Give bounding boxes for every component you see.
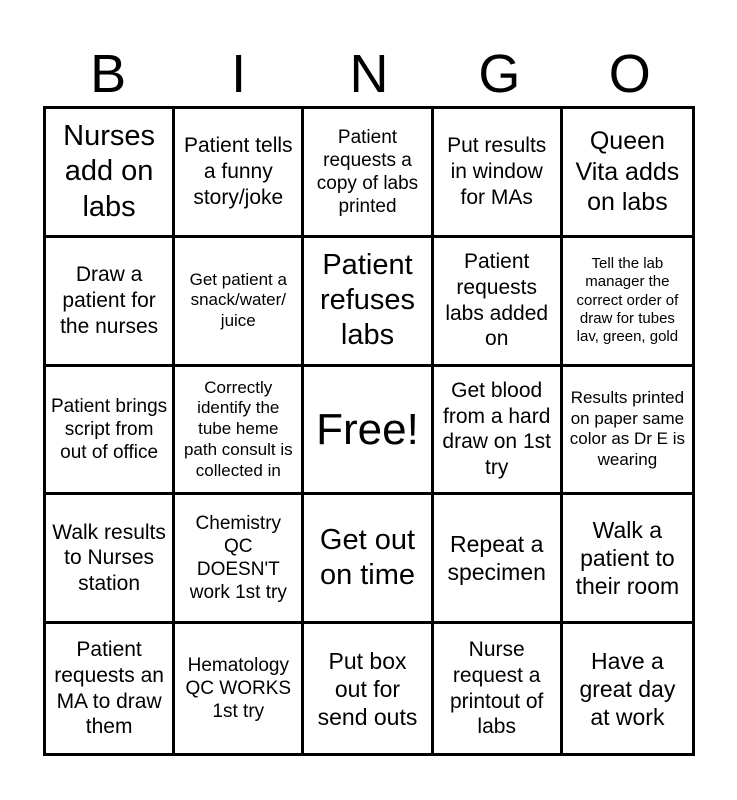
bingo-cell[interactable] [175, 367, 304, 496]
bingo-cell-text: Patient brings script from out of office [51, 395, 168, 464]
bingo-cell-text: Get out on time [319, 523, 416, 592]
bingo-cell[interactable] [563, 367, 692, 496]
bingo-header [43, 44, 695, 104]
bingo-cell-text: Patient requests labs added on [445, 250, 549, 351]
bingo-cell-text: Results printed on paper same color as Dr E is wearing [569, 388, 686, 470]
bingo-cell-text: Correctly identify the tube heme path consult is collected in [183, 377, 293, 480]
header-letter-i: I [231, 44, 247, 104]
bingo-cell[interactable] [46, 624, 175, 753]
bingo-cell[interactable] [175, 238, 304, 367]
bingo-cell[interactable] [304, 624, 433, 753]
bingo-cell-text: Walk results to Nurses station [52, 520, 166, 596]
free-space-label: Free! [316, 404, 419, 454]
bingo-cell-text: Patient requests a copy of labs printed [316, 126, 419, 218]
bingo-cell-text: Walk a patient to their room [575, 517, 680, 600]
bingo-cell[interactable] [46, 109, 175, 238]
bingo-cell[interactable] [46, 495, 175, 624]
bingo-cell[interactable] [175, 109, 304, 238]
bingo-cell[interactable] [434, 624, 563, 753]
bingo-cell[interactable] [46, 367, 175, 496]
bingo-cell[interactable] [434, 238, 563, 367]
bingo-cell-text: Get patient a snack/water/ juice [189, 269, 287, 331]
bingo-cell-text: Hematology QC WORKS 1st try [185, 654, 292, 723]
free-space-cell[interactable] [304, 367, 433, 496]
bingo-cell-text: Get blood from a hard draw on 1st try [442, 379, 551, 480]
bingo-cell-text: Repeat a specimen [447, 531, 546, 586]
bingo-cell-text: Have a great day at work [579, 647, 676, 730]
bingo-cell[interactable] [304, 495, 433, 624]
bingo-cell[interactable] [563, 495, 692, 624]
bingo-cell[interactable] [304, 238, 433, 367]
header-letter-b: B [90, 44, 127, 104]
bingo-cell[interactable] [434, 109, 563, 238]
bingo-cell-text: Queen Vita adds on labs [575, 127, 680, 217]
bingo-cell[interactable] [563, 238, 692, 367]
bingo-cell[interactable] [434, 495, 563, 624]
bingo-cell[interactable] [563, 624, 692, 753]
bingo-cell-text: Tell the lab manager the correct order of draw for tubes lav, green, gold [576, 254, 679, 346]
bingo-cell[interactable] [304, 109, 433, 238]
bingo-cell-text: Chemistry QC DOESN'T work 1st try [189, 512, 287, 604]
bingo-cell-text: Nurses add on labs [63, 119, 156, 223]
header-letter-n: N [349, 44, 389, 104]
bingo-cell-text: Put box out for send outs [317, 647, 418, 730]
bingo-cell-text: Put results in window for MAs [447, 134, 547, 209]
bingo-cell[interactable] [563, 109, 692, 238]
header-letter-g: G [478, 44, 521, 104]
bingo-cell-text: Nurse request a printout of labs [449, 638, 544, 739]
bingo-cell-text: Patient refuses labs [319, 248, 416, 352]
bingo-cell-text: Patient tells a funny story/joke [184, 134, 293, 209]
bingo-cell-text: Patient requests an MA to draw them [54, 638, 164, 739]
bingo-cell[interactable] [434, 367, 563, 496]
bingo-cell[interactable] [46, 238, 175, 367]
bingo-cell[interactable] [175, 495, 304, 624]
header-letter-o: O [608, 44, 651, 104]
bingo-cell-text: Draw a patient for the nurses [60, 263, 159, 338]
bingo-board [43, 106, 695, 756]
bingo-cell[interactable] [175, 624, 304, 753]
